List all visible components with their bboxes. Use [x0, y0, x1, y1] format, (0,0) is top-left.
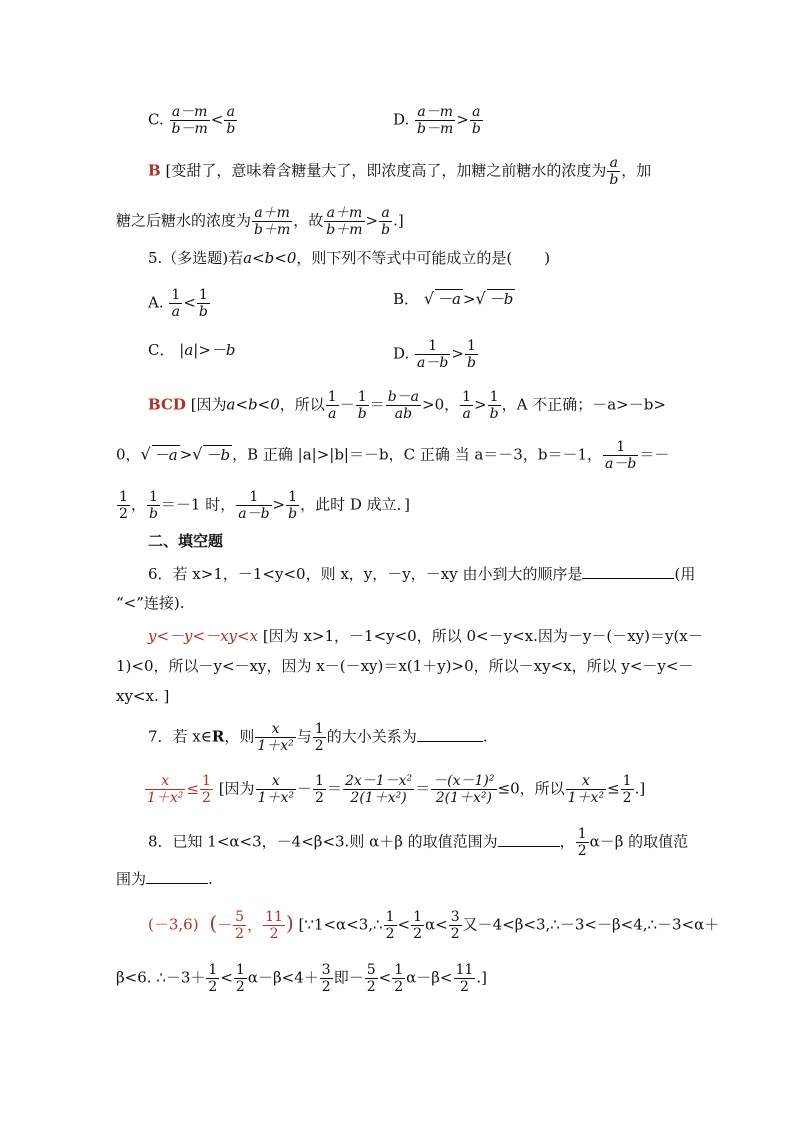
answer-text: 糖之后糖水的浓度为 — [116, 211, 252, 230]
answer-text: [因为 — [218, 779, 255, 798]
answer-key-1: (－3,6) — [148, 915, 199, 934]
fraction: $\frac{1}{b}$ — [288, 489, 298, 522]
answer-key: BCD — [148, 395, 186, 414]
option-label: D. — [393, 344, 410, 363]
operator: ＝ — [326, 779, 342, 798]
question-text: ， — [559, 832, 575, 851]
operator: > — [272, 495, 286, 514]
fill-blank — [417, 725, 483, 742]
operator: ≤ — [607, 779, 620, 798]
option-text: |a|>－b — [179, 341, 236, 359]
answer-text: ，故 — [293, 211, 324, 230]
operator: － — [296, 779, 312, 798]
answer-text: ， — [130, 495, 146, 514]
q8-answer-line2 — [116, 962, 487, 995]
question-text: ) — [544, 249, 551, 267]
operator: < — [378, 968, 392, 987]
answer-text: ，加 — [621, 161, 652, 180]
q7-stem — [148, 721, 488, 754]
q4-answer-line1 — [148, 155, 651, 188]
question-text: (用 — [674, 565, 696, 583]
option-label: C. — [148, 110, 164, 129]
question-text: 与 — [296, 727, 312, 746]
answer-text: [变甜了，意味着含糖量大了，即浓度高了，加糖之前糖水的浓度为 — [165, 161, 607, 180]
q6-answer-line3: xy<x. ] — [116, 687, 170, 705]
q5-answer-line1 — [148, 389, 666, 422]
q7-answer — [144, 773, 645, 806]
fraction: $\frac{1}{2}$ — [385, 909, 395, 942]
answer-key: B — [148, 161, 161, 180]
question-text: 7．若 x∈ — [148, 727, 212, 746]
fill-blank — [498, 830, 560, 847]
fraction: $\frac{3}{2}$ — [321, 962, 331, 995]
answer-text: ，A 不正确；－a>－b> — [501, 395, 666, 414]
q4-option-d — [393, 104, 484, 137]
question-text: 8．已知 1<α<3，－4<β<3.则 α＋β 的取值范围为 — [148, 832, 498, 851]
question-text: 围为 — [116, 870, 147, 888]
operator: < — [397, 915, 411, 934]
fraction: $\frac{a+m}{b+m}$ — [254, 205, 291, 238]
fraction: $\frac{a}{b}$ — [471, 104, 481, 137]
answer-text: ，B 正确 |a|>|b|＝－b，C 正确 当 a＝－3，b＝－1， — [232, 445, 602, 464]
fraction: $\frac{1}{2}$ — [119, 489, 128, 522]
answer-text: .] — [634, 779, 646, 798]
fraction: $\frac{1}{b}$ — [489, 389, 499, 422]
operator: > — [365, 211, 379, 230]
q4-answer-line2 — [116, 205, 404, 238]
option-label: B． — [393, 290, 420, 308]
fraction: $\frac{1}{b}$ — [466, 338, 476, 371]
real-set-symbol: R — [211, 727, 225, 746]
question-text: α－β 的取值范 — [589, 832, 689, 851]
question-text: 5.（多选题)若 — [148, 249, 244, 267]
operator: ＝ — [369, 395, 385, 414]
radicand: －b — [205, 445, 231, 464]
answer-text: α－β<4＋ — [247, 968, 319, 987]
fill-blank — [146, 867, 208, 884]
fraction: $\frac{1}{2}$ — [413, 909, 423, 942]
answer-key: $\frac{x}{\text{1＋x²}}$ ≤ $\frac{1}{2}$ — [147, 773, 211, 806]
fraction: $\frac{1}{b}$ — [357, 389, 367, 422]
answer-key: y<－y<－xy<x — [148, 627, 259, 645]
q6-stem-line2: “<”连接). — [116, 594, 185, 612]
fraction: $\frac{1}{a}$ — [462, 389, 472, 422]
q4-option-c — [148, 104, 238, 137]
fraction: $\frac{b-a}{ab}$ — [387, 389, 420, 422]
fraction: $\frac{3}{2}$ — [450, 909, 460, 942]
q5-answer-line2: 0，√ －a >√ －b ，B 正确 |a|>|b|＝－b，C 正确 当 a＝－3，b＝－1， $\frac{1}{a-b}$ ＝－ — [116, 439, 670, 472]
fraction: $\frac{1}{2}$ — [577, 826, 587, 859]
q6-stem — [148, 562, 695, 585]
operator: < — [210, 110, 224, 129]
fill-blank — [582, 562, 674, 579]
fraction: $\frac{1}{2}$ — [315, 773, 324, 806]
operator: > — [474, 395, 487, 414]
fraction: $\frac{a-m}{b-m}$ — [171, 104, 208, 137]
answer-text: >0， — [422, 395, 460, 414]
question-text: ，则下列不等式中可能成立的是( — [296, 249, 513, 267]
answer-text: .] — [393, 211, 404, 230]
q6-answer-line2: 1)<0，所以－y<－xy，因为 x－(－xy)＝x(1＋y)>0，所以－xy<x，所以 y<－y<－ — [116, 657, 694, 675]
fraction: $\frac{11}{2}$ — [455, 962, 474, 995]
radicand: －a — [153, 445, 178, 464]
q6-answer-line1 — [148, 625, 703, 647]
answer-text: 0， — [116, 445, 141, 464]
operator: < — [183, 293, 196, 312]
fraction: $\frac{1}{a-b}$ — [605, 439, 637, 472]
operator: > — [462, 290, 476, 308]
operator: ＝ — [415, 779, 431, 798]
answer-text: 又－4<β<3,∴－3<－β<4,∴－3<α＋ — [462, 915, 720, 934]
fraction: $\frac{5}{2}$ — [366, 962, 376, 995]
fraction: $\frac{a}{b}$ — [381, 205, 391, 238]
question-text: . — [208, 870, 213, 888]
fraction: $\frac{x}{\text{1＋x²}}$ — [257, 721, 294, 754]
answer-text: [因为 x>1，－1<y<0，所以 0<－y<x.因为－y－(－xy)＝y(x－ — [262, 627, 703, 645]
question-text: 的大小关系为 — [326, 727, 417, 746]
condition: a<b<0 — [226, 395, 280, 414]
radicand: －b — [488, 290, 514, 308]
fraction: $\frac{1}{a}$ — [327, 389, 337, 422]
answer-text: [∵1<α<3,∴ — [298, 915, 383, 934]
fraction: $\frac{\text{2x－1－x²}}{\text{2(1＋x²)}}$ — [344, 773, 413, 806]
fraction: $\frac{1}{2}$ — [394, 962, 404, 995]
answer-text: .] — [476, 968, 487, 987]
q5-option-a — [148, 287, 211, 320]
radicand: －a — [437, 290, 461, 308]
fraction: $\frac{1}{b}$ — [148, 489, 158, 522]
fraction: $\frac{1}{b}$ — [198, 287, 208, 320]
fraction: $\frac{1}{2}$ — [208, 962, 218, 995]
fraction: $\frac{1}{2}$ — [622, 773, 632, 806]
operator: ＝－ — [639, 445, 670, 464]
fraction: $\frac{a}{b}$ — [609, 155, 619, 188]
fraction: $\frac{1}{2}$ — [314, 721, 324, 754]
q5-option-b: B． √ －a >√ －b — [393, 289, 514, 308]
operator: < — [220, 968, 233, 987]
q8-stem-line2 — [116, 867, 213, 890]
option-label: A. — [148, 293, 164, 312]
fraction: $\frac{x}{\text{1＋x²}}$ — [567, 773, 605, 806]
fraction: $\frac{1}{a-b}$ — [417, 338, 449, 371]
fraction: $\frac{a}{b}$ — [226, 104, 236, 137]
question-text: . — [482, 727, 488, 746]
operator: > — [179, 445, 193, 464]
fraction: $\frac{a-m}{b-m}$ — [417, 104, 454, 137]
fraction: $\frac{1}{2}$ — [235, 962, 245, 995]
q5-option-c — [148, 339, 236, 361]
answer-text: α－β< — [406, 968, 453, 987]
answer-key-2: (－ $\frac{5}{2}$ ， $\frac{11}{2}$ ) — [209, 909, 294, 942]
option-label: D. — [393, 110, 410, 129]
answer-text: β<6. ∴－3＋ — [116, 968, 206, 987]
answer-text: ，此时 D 成立．] — [300, 495, 410, 514]
q8-stem — [148, 826, 688, 859]
answer-text: [因为 — [190, 395, 227, 414]
condition: a<b<0 — [243, 249, 297, 267]
question-text: 6．若 x>1，－1<y<0，则 x，y，－y，－xy 由小到大的顺序是 — [148, 565, 583, 583]
option-label: C． — [148, 341, 175, 359]
question-text: ，则 — [224, 727, 255, 746]
answer-text: α< — [425, 915, 448, 934]
answer-text: 即－ — [333, 968, 364, 987]
fraction: $\frac{1}{a}$ — [171, 287, 181, 320]
section-title: 二、填空题 — [148, 532, 224, 550]
q8-answer-line1 — [148, 909, 719, 942]
fraction: $\frac{1}{a-b}$ — [238, 489, 270, 522]
answer-text: ＝－1 时， — [160, 495, 236, 514]
q5-option-d — [393, 338, 479, 371]
fraction: $\frac{x}{\text{1＋x²}}$ — [257, 773, 294, 806]
operator: > — [451, 344, 464, 363]
q5-stem — [148, 247, 550, 269]
answer-text: ≤0，所以 — [497, 779, 565, 798]
q5-answer-line3 — [116, 489, 410, 522]
operator: － — [339, 395, 355, 414]
answer-text: ，所以 — [279, 395, 325, 414]
fraction: $\frac{a+m}{b+m}$ — [326, 205, 363, 238]
fraction: $\frac{\text{－(x－1)²}}{\text{2(1＋x²)}}$ — [433, 773, 495, 806]
operator: > — [456, 110, 469, 129]
